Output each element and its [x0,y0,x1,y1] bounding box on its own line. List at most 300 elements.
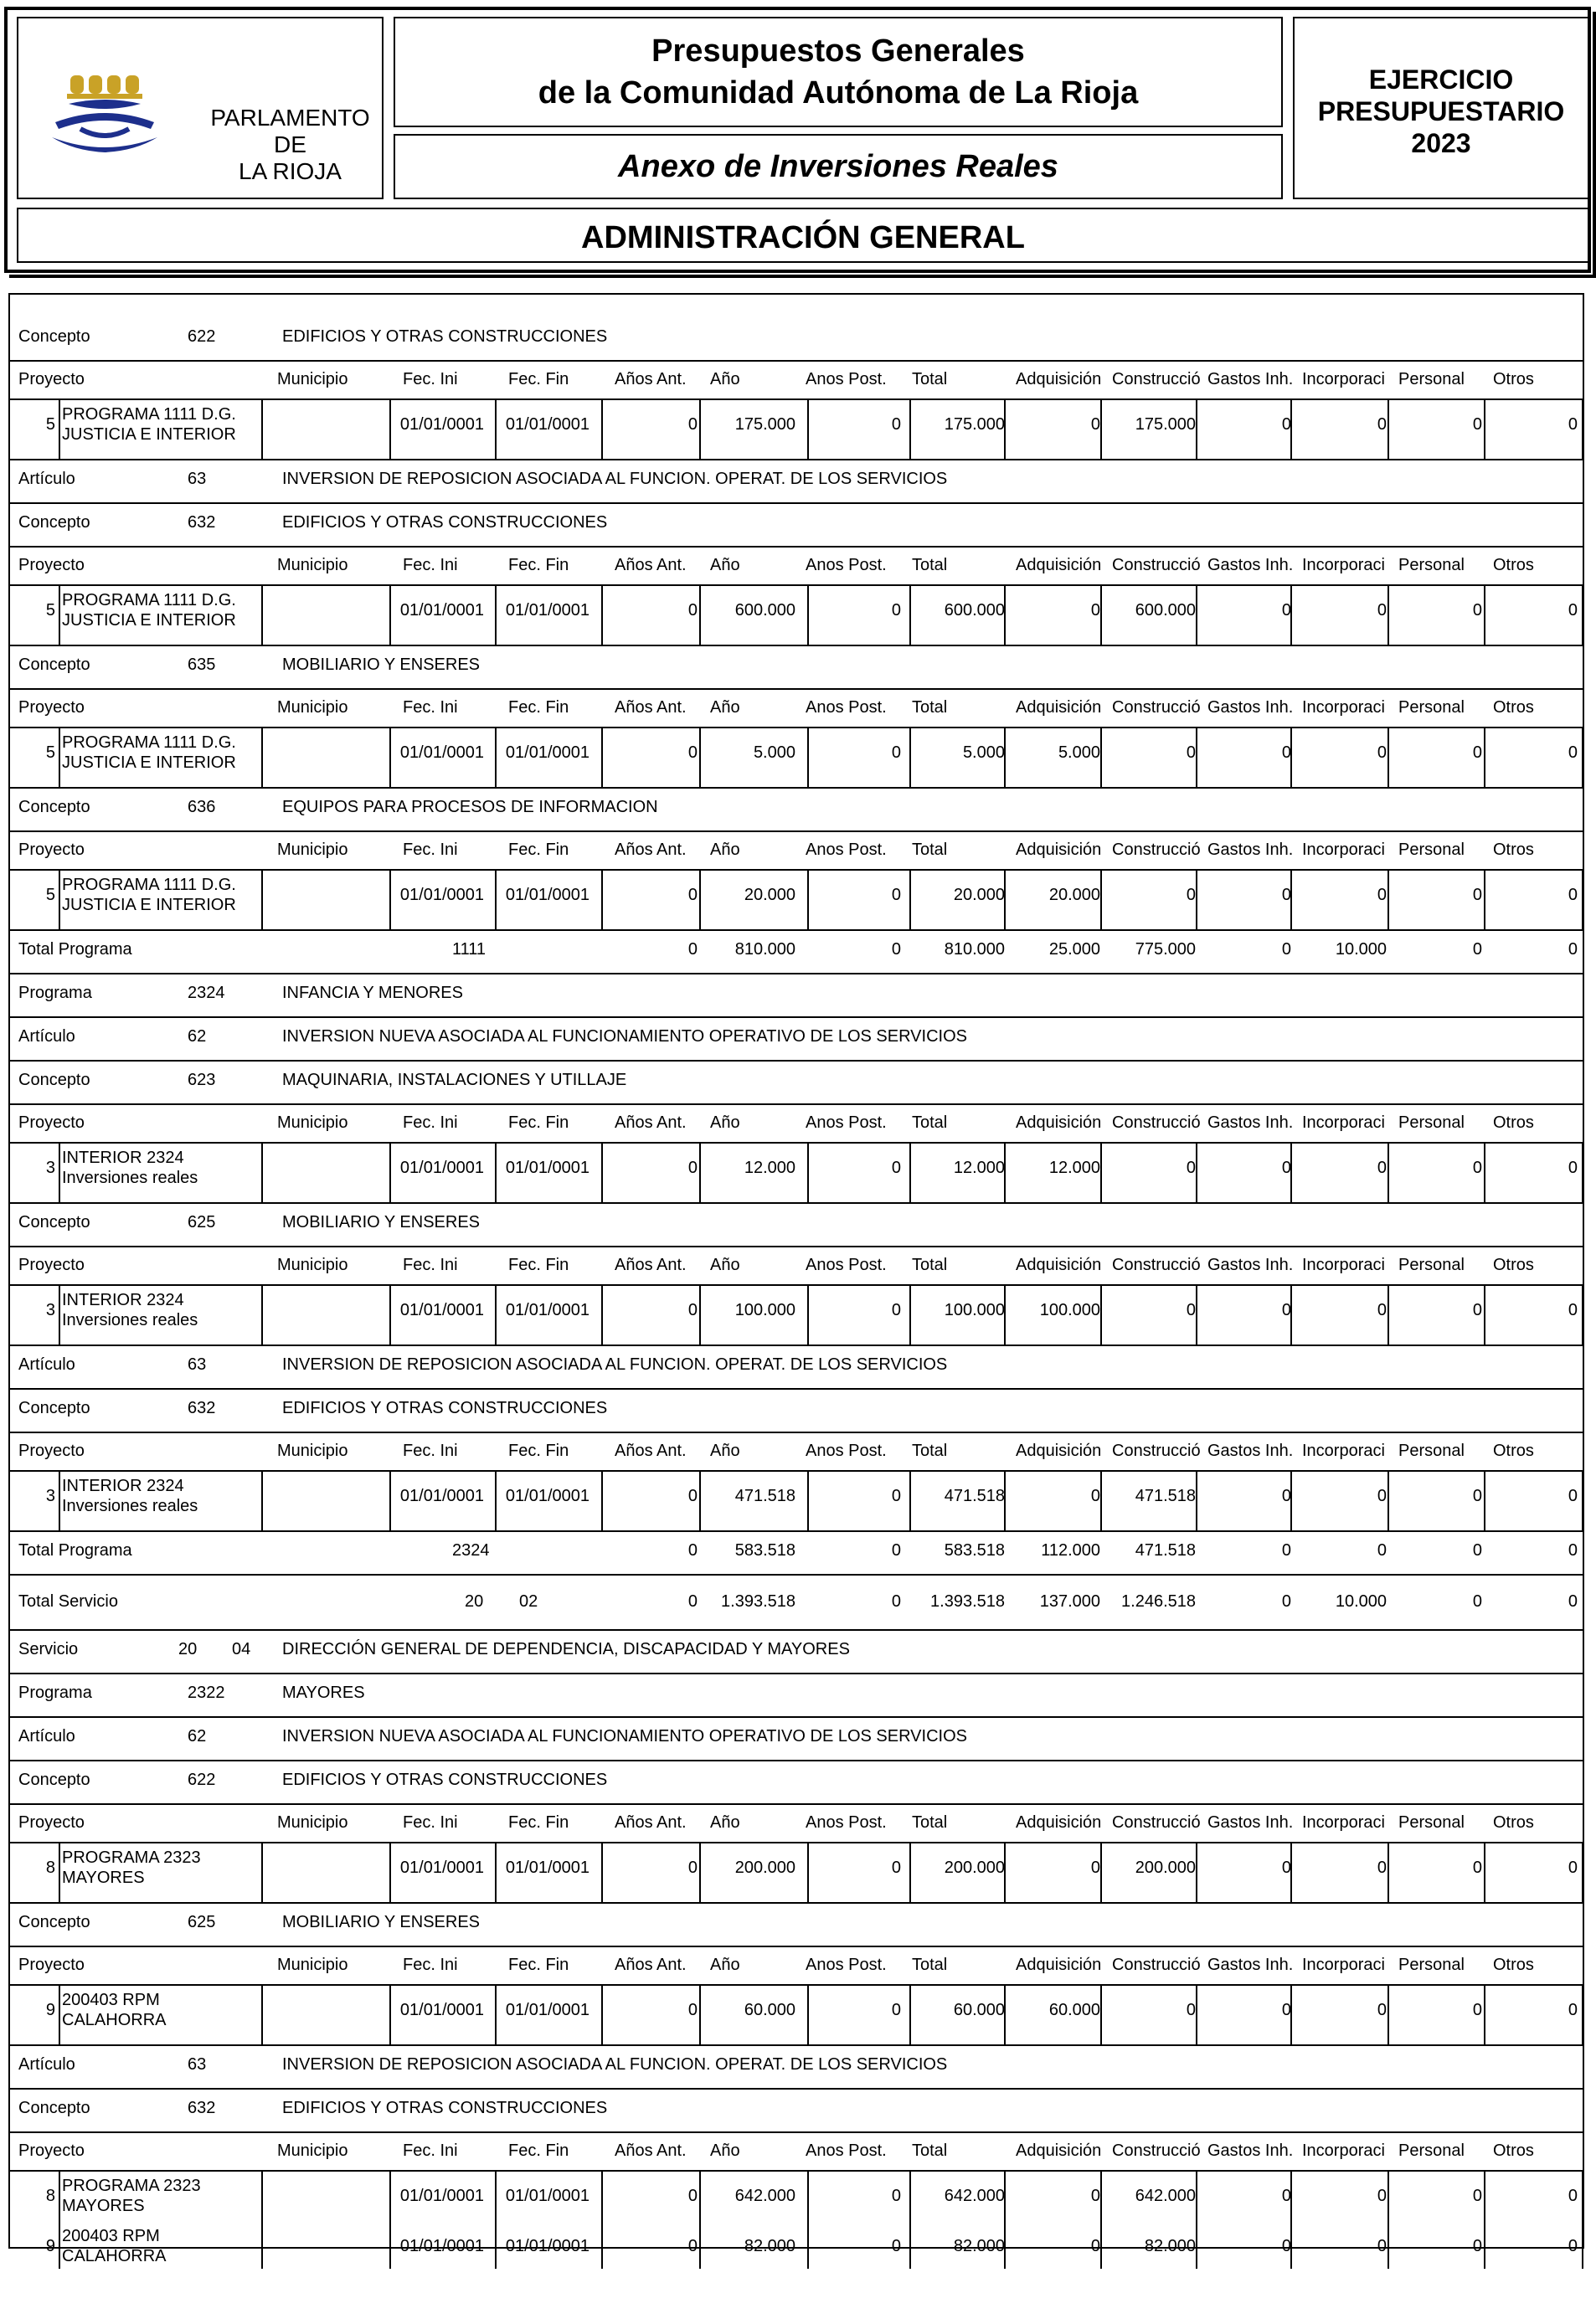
cell-divider [1484,1470,1485,1530]
project-value: 0 [891,1859,901,1877]
cell-divider [1290,727,1292,787]
row-divider [8,1760,1584,1761]
project-name: Inversiones reales [62,1311,198,1329]
total-code: 2324 [452,1541,490,1560]
project-value: 0 [687,1487,698,1505]
column-header: Anos Post. [806,1813,887,1832]
project-value: 0 [1281,1301,1291,1319]
cell-divider [1387,1284,1389,1345]
column-header: Fec. Fin [508,1442,569,1460]
cell-divider [909,2170,911,2269]
column-header: Año [710,1956,740,1974]
column-header: Otros [1493,1442,1534,1460]
section-title: ADMINISTRACIÓN GENERAL [581,220,1025,255]
project-value: 0 [687,2237,698,2255]
level-label: Concepto [18,1913,90,1931]
project-value: 600.000 [1135,601,1196,620]
project-value: 0 [1377,415,1387,434]
project-value: 82.000 [744,2237,795,2255]
project-value: 0 [1281,415,1291,434]
cell-divider [261,2170,263,2269]
project-value: 0 [1281,2001,1291,2019]
project-value: 0 [1377,2001,1387,2019]
project-value: 01/01/0001 [399,2187,484,2205]
column-header: Construcció [1112,1256,1201,1274]
project-value: 642.000 [944,2187,1005,2205]
project-name: CALAHORRA [62,2011,167,2029]
project-value: 0 [1472,886,1482,904]
row-divider [8,2131,1584,2133]
level-description: INVERSION DE REPOSICION ASOCIADA AL FUNCION. OPERAT. DE LOS SERVICIOS [282,1355,948,1374]
level-description: EQUIPOS PARA PROCESOS DE INFORMACION [282,798,658,816]
project-value: 01/01/0001 [399,1159,484,1177]
column-header: Gastos Inh. [1207,1113,1294,1132]
cell-divider [1484,1984,1485,2044]
cell-divider [1484,869,1485,929]
column-header: Fec. Ini [403,556,458,574]
project-value: 0 [1281,1859,1291,1877]
column-header: Personal [1398,1442,1465,1460]
project-value: 0 [687,415,698,434]
cell-divider [59,1470,60,1530]
column-header: Total [912,1113,948,1132]
project-value: 0 [1377,2187,1387,2205]
column-header: Adquisición [1016,1956,1102,1974]
level-label: Concepto [18,1771,90,1789]
level-label: Concepto [18,513,90,532]
column-header: Anos Post. [806,1113,887,1132]
cell-divider [59,584,1582,586]
column-header: Otros [1493,841,1534,859]
project-value: 5.000 [753,743,795,762]
level-description: MOBILIARIO Y ENSERES [282,656,481,674]
project-value: 0 [687,886,698,904]
total-value: 10.000 [1335,940,1387,959]
cell-divider [699,1470,701,1530]
level-code: 622 [188,327,216,346]
cell-divider [389,1142,391,1202]
cell-divider [601,584,603,645]
year-line-1: EJERCICIO [1368,64,1514,95]
project-name: INTERIOR 2324 [62,1149,184,1167]
cell-divider [699,869,701,929]
project-value: 0 [1472,743,1482,762]
cell-divider [59,398,1582,400]
level-code: 625 [188,1213,216,1231]
column-header: Otros [1493,370,1534,388]
project-value: 0 [1472,415,1482,434]
column-header: Anos Post. [806,1956,887,1974]
column-header: Total [912,370,948,388]
column-header: Año [710,841,740,859]
project-value: 01/01/0001 [399,1487,484,1505]
level-label: Concepto [18,656,90,674]
cell-divider [909,869,911,929]
row-divider [8,1345,1584,1346]
column-header: Años Ant. [615,1442,687,1460]
level-code: 62 [188,1027,207,1046]
project-name: MAYORES [62,1869,145,1887]
project-value: 0 [1281,1487,1291,1505]
column-header: Fec. Ini [403,1956,458,1974]
project-value: 0 [1377,1859,1387,1877]
row-divider [8,787,1584,789]
cell-divider [1582,869,1583,929]
column-header: Total [912,1256,948,1274]
cell-divider [59,1142,60,1202]
column-header: Fec. Ini [403,370,458,388]
column-header: Personal [1398,2141,1465,2160]
project-value: 0 [1568,415,1578,434]
column-header: Adquisición [1016,370,1102,388]
row-divider [8,1902,1584,1904]
project-number: 5 [45,415,55,434]
project-value: 0 [687,2187,698,2205]
total-value: 1.393.518 [930,1592,1005,1611]
cell-divider [699,727,701,787]
column-header: Proyecto [18,2141,85,2160]
cell-divider [389,1284,391,1345]
column-header: Fec. Fin [508,370,569,388]
cell-divider [1004,1842,1006,1902]
total-value: 0 [687,1541,698,1560]
column-header: Gastos Inh. [1207,2141,1294,2160]
cell-divider [495,1142,497,1202]
project-value: 01/01/0001 [505,1859,589,1877]
level-code: 04 [232,1640,251,1658]
level-code: 2322 [188,1684,225,1702]
column-header: Construcció [1112,1113,1201,1132]
project-number: 3 [45,1487,55,1505]
column-header: Proyecto [18,1442,85,1460]
column-header: Anos Post. [806,1256,887,1274]
project-value: 01/01/0001 [399,743,484,762]
project-value: 0 [1377,743,1387,762]
column-header: Año [710,1113,740,1132]
cell-divider [1290,1842,1292,1902]
row-divider [8,1716,1584,1718]
cell-divider [261,1142,263,1202]
project-value: 0 [1090,415,1100,434]
project-value: 0 [1472,2187,1482,2205]
cell-divider [59,727,60,787]
cell-divider [807,1470,809,1530]
cell-divider [1387,1842,1389,1902]
cell-divider [1196,1470,1197,1530]
column-header: Fec. Ini [403,841,458,859]
project-number: 9 [45,2237,55,2255]
project-value: 01/01/0001 [505,743,589,762]
column-header: Proyecto [18,1956,85,1974]
cell-divider [1387,727,1389,787]
project-value: 0 [1186,886,1196,904]
level-description: INVERSION DE REPOSICION ASOCIADA AL FUNCION. OPERAT. DE LOS SERVICIOS [282,2055,948,2074]
project-value: 60.000 [744,2001,795,2019]
cell-divider [1582,1842,1583,1902]
cell-divider [261,1284,263,1345]
cell-divider [699,398,701,459]
cell-divider [1196,2170,1197,2269]
row-divider [8,1060,1584,1062]
cell-divider [1387,1984,1389,2044]
cell-divider [1484,1284,1485,1345]
column-header: Anos Post. [806,698,887,717]
project-value: 0 [1090,2237,1100,2255]
project-value: 01/01/0001 [505,2237,589,2255]
total-value: 810.000 [734,940,795,959]
cell-divider [495,584,497,645]
row-divider [8,502,1584,504]
cell-divider [1290,1470,1292,1530]
title-line-2: de la Comunidad Autónoma de La Rioja [538,75,1139,111]
cell-divider [1582,1284,1583,1345]
level-description: MAYORES [282,1684,365,1702]
project-value: 0 [1472,2001,1482,2019]
level-label: Concepto [18,798,90,816]
project-value: 60.000 [1048,2001,1100,2019]
cell-divider [59,727,1582,728]
cell-divider [59,584,60,645]
project-name: Inversiones reales [62,1169,198,1187]
project-number: 3 [45,1301,55,1319]
level-description: MOBILIARIO Y ENSERES [282,1213,481,1231]
project-number: 8 [45,2187,55,2205]
column-header: Año [710,556,740,574]
column-header: Proyecto [18,1813,85,1832]
column-header: Año [710,1442,740,1460]
column-header: Proyecto [18,1256,85,1274]
cell-divider [1290,2170,1292,2269]
column-header: Incorporaci [1302,1442,1385,1460]
project-value: 01/01/0001 [505,886,589,904]
level-code: 63 [188,2055,207,2074]
project-value: 0 [1568,2237,1578,2255]
column-header: Fec. Ini [403,698,458,717]
row-divider [8,645,1584,646]
project-number: 5 [45,886,55,904]
cell-divider [1582,398,1583,459]
cell-divider [1004,398,1006,459]
cell-divider [1004,1984,1006,2044]
column-header: Años Ant. [615,370,687,388]
project-value: 0 [687,1301,698,1319]
project-value: 0 [1186,743,1196,762]
project-value: 0 [891,1159,901,1177]
row-divider [8,1432,1584,1433]
cell-divider [59,1142,1582,1144]
column-header: Municipio [277,370,348,388]
project-value: 200.000 [1135,1859,1196,1877]
project-name: Inversiones reales [62,1497,198,1515]
cell-divider [807,1984,809,2044]
row-divider [8,1946,1584,1947]
project-value: 12.000 [744,1159,795,1177]
cell-divider [1387,2170,1389,2269]
column-header: Municipio [277,556,348,574]
project-name: JUSTICIA E INTERIOR [62,611,236,630]
column-header: Otros [1493,1813,1534,1832]
project-value: 0 [687,743,698,762]
cell-divider [909,727,911,787]
cell-divider [1290,1284,1292,1345]
project-value: 0 [1281,1159,1291,1177]
total-value: 112.000 [1041,1541,1100,1560]
column-header: Gastos Inh. [1207,370,1294,388]
total-value: 775.000 [1135,940,1196,959]
column-header: Proyecto [18,1113,85,1132]
column-header: Fec. Fin [508,556,569,574]
total-value: 0 [1281,1592,1291,1611]
cell-divider [1004,869,1006,929]
project-value: 471.518 [1135,1487,1196,1505]
column-header: Año [710,2141,740,2160]
cell-divider [1484,584,1485,645]
cell-divider [1290,584,1292,645]
column-header: Construcció [1112,1813,1201,1832]
column-header: Anos Post. [806,370,887,388]
column-header: Otros [1493,1113,1534,1132]
column-header: Personal [1398,556,1465,574]
cell-divider [1582,2170,1583,2269]
cell-divider [807,1284,809,1345]
title-line-1: Presupuestos Generales [651,33,1025,69]
level-label: Concepto [18,327,90,346]
column-header: Fec. Fin [508,1113,569,1132]
project-value: 471.518 [734,1487,795,1505]
total-value: 471.518 [1135,1541,1196,1560]
column-header: Años Ant. [615,556,687,574]
column-header: Gastos Inh. [1207,1956,1294,1974]
project-value: 0 [1090,601,1100,620]
column-header: Municipio [277,2141,348,2160]
total-value: 0 [1568,1541,1578,1560]
project-name: PROGRAMA 1111 D.G. [62,876,236,894]
column-header: Total [912,841,948,859]
project-value: 100.000 [944,1301,1005,1319]
project-name: 200403 RPM [62,1991,160,2009]
row-divider [8,973,1584,974]
row-divider [8,360,1584,362]
cell-divider [59,1984,60,2044]
column-header: Total [912,1442,948,1460]
cell-divider [1582,1142,1583,1202]
row-divider [8,1574,1584,1576]
column-header: Adquisición [1016,2141,1102,2160]
column-header: Fec. Fin [508,698,569,717]
column-header: Municipio [277,1956,348,1974]
cell-divider [1196,1984,1197,2044]
cell-divider [389,398,391,459]
level-description: INVERSION NUEVA ASOCIADA AL FUNCIONAMIENTO OPERATIVO DE LOS SERVICIOS [282,1027,967,1046]
project-value: 0 [1568,1487,1578,1505]
project-value: 01/01/0001 [399,886,484,904]
row-divider [8,1629,1584,1631]
total-label: Total Servicio [18,1592,118,1611]
row-divider [8,830,1584,832]
level-description: MAQUINARIA, INSTALACIONES Y UTILLAJE [282,1071,627,1089]
project-value: 01/01/0001 [399,2001,484,2019]
column-header: Incorporaci [1302,556,1385,574]
column-header: Construcció [1112,556,1201,574]
column-header: Incorporaci [1302,1956,1385,1974]
project-name: MAYORES [62,2197,145,2215]
total-value: 0 [891,1541,901,1560]
column-header: Año [710,698,740,717]
column-header: Proyecto [18,556,85,574]
total-value: 0 [1472,940,1482,959]
cell-divider [1196,1284,1197,1345]
cell-divider [1582,1470,1583,1530]
column-header: Incorporaci [1302,370,1385,388]
year-box [1293,17,1589,199]
cell-divider [59,1984,1582,1986]
cell-divider [807,869,809,929]
project-value: 82.000 [953,2237,1005,2255]
cell-divider [601,398,603,459]
row-divider [8,2044,1584,2046]
project-value: 0 [1377,1487,1387,1505]
cell-divider [909,1470,911,1530]
column-header: Total [912,1813,948,1832]
total-value: 137.000 [1039,1592,1100,1611]
level-label: Artículo [18,1355,75,1374]
column-header: Años Ant. [615,698,687,717]
cell-divider [1387,398,1389,459]
column-header: Incorporaci [1302,1113,1385,1132]
logo-box [17,17,384,199]
column-header: Años Ant. [615,1813,687,1832]
cell-divider [1100,727,1102,787]
project-value: 0 [891,743,901,762]
level-code: 632 [188,1399,216,1417]
column-header: Personal [1398,1256,1465,1274]
cell-divider [1290,869,1292,929]
cell-divider [807,1842,809,1902]
column-header: Construcció [1112,2141,1201,2160]
cell-divider [909,1284,911,1345]
project-value: 0 [1377,601,1387,620]
project-value: 5.000 [962,743,1005,762]
column-header: Total [912,2141,948,2160]
cell-divider [1004,1142,1006,1202]
cell-divider [495,1842,497,1902]
column-header: Construcció [1112,698,1201,717]
project-name: INTERIOR 2324 [62,1291,184,1309]
project-value: 0 [1472,1487,1482,1505]
parliament-line-1: PARLAMENTO DE [210,105,370,157]
column-header: Personal [1398,698,1465,717]
project-name: CALAHORRA [62,2247,167,2265]
total-value: 25.000 [1048,940,1100,959]
cell-divider [1387,584,1389,645]
cell-divider [1196,869,1197,929]
level-description: EDIFICIOS Y OTRAS CONSTRUCCIONES [282,2099,608,2117]
column-header: Fec. Ini [403,2141,458,2160]
cell-divider [1196,1142,1197,1202]
project-value: 0 [1281,743,1291,762]
level-code: 2324 [188,984,225,1002]
project-value: 0 [1568,743,1578,762]
level-label: Concepto [18,2099,90,2117]
cell-divider [1100,869,1102,929]
total-value: 0 [1281,1541,1291,1560]
project-value: 0 [1472,1159,1482,1177]
total-label: Total Programa [18,940,132,959]
cell-divider [495,1284,497,1345]
project-name: PROGRAMA 1111 D.G. [62,733,236,752]
total-value: 583.518 [734,1541,795,1560]
project-value: 0 [1568,2001,1578,2019]
